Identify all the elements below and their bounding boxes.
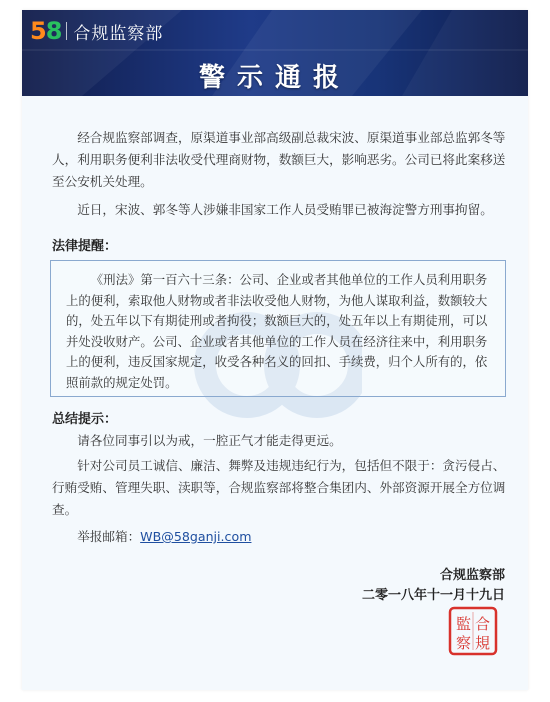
header-banner bbox=[22, 10, 528, 96]
banner-title: 警示通报 bbox=[198, 63, 351, 93]
logo-department: 合规监察部 bbox=[73, 23, 164, 44]
logo-divider bbox=[66, 22, 67, 40]
logo-digit: 8 bbox=[45, 17, 62, 45]
report-line bbox=[52, 526, 508, 548]
company-logo bbox=[30, 18, 163, 44]
criminal-law-article: 《刑法》第一百六十三条：公司、企业或者其他单位的工作人员利用职务上的便利，索取他人财物或者非法收受他人财物，为他人谋取利益，数额较大的，处五年以下有期徒刑或者拘役；数额巨大的，处五年以上有期徒刑，可以并处没收财产。公司、企业或者其他单位的工作人员在经济往来中，利用职务上的便利，违反国家规定，收受各种名义的回扣、手续费，归个人所有的，依照前款的规定处罚。 bbox=[66, 272, 488, 390]
report-email-link[interactable]: WB@58ganji.com bbox=[140, 529, 252, 544]
logo-digit: 5 bbox=[30, 17, 46, 45]
seal-char: 規 bbox=[475, 634, 491, 652]
paragraph-detention: 近日，宋波、郭冬等人涉嫌非国家工作人员受贿罪已被海淀警方刑事拘留。 bbox=[77, 202, 493, 217]
legal-reminder-box bbox=[50, 260, 506, 397]
notice-page bbox=[22, 10, 528, 690]
summary-investigation-scope: 针对公司员工诚信、廉洁、舞弊及违规违纪行为，包括但不限于：贪污侵占、行贿受贿、管理失职、渎职等，合规监察部将整合集团内、外部资源开展全方位调查。 bbox=[52, 458, 506, 517]
logo-number bbox=[30, 18, 61, 44]
seal-char: 察 bbox=[456, 634, 472, 652]
signature-date: 二零一八年十一月十九日 bbox=[361, 588, 505, 603]
legal-reminder-heading: 法律提醒： bbox=[52, 239, 118, 254]
seal-char: 監 bbox=[456, 615, 472, 633]
seal-stamp-icon bbox=[448, 606, 498, 656]
paragraph-investigation: 经合规监察部调查，原渠道事业部高级副总裁宋波、原渠道事业部总监郭冬等人，利用职务便利非法收受代理商财物，数额巨大，影响恶劣。公司已将此案移送至公安机关处理。 bbox=[52, 130, 506, 189]
summary-heading: 总结提示： bbox=[52, 412, 118, 427]
summary-warning: 请各位同事引以为戒，一腔正气才能走得更远。 bbox=[77, 433, 342, 448]
seal-char: 合 bbox=[475, 615, 491, 633]
signature-department: 合规监察部 bbox=[439, 568, 505, 583]
report-label: 举报邮箱： bbox=[77, 529, 141, 544]
